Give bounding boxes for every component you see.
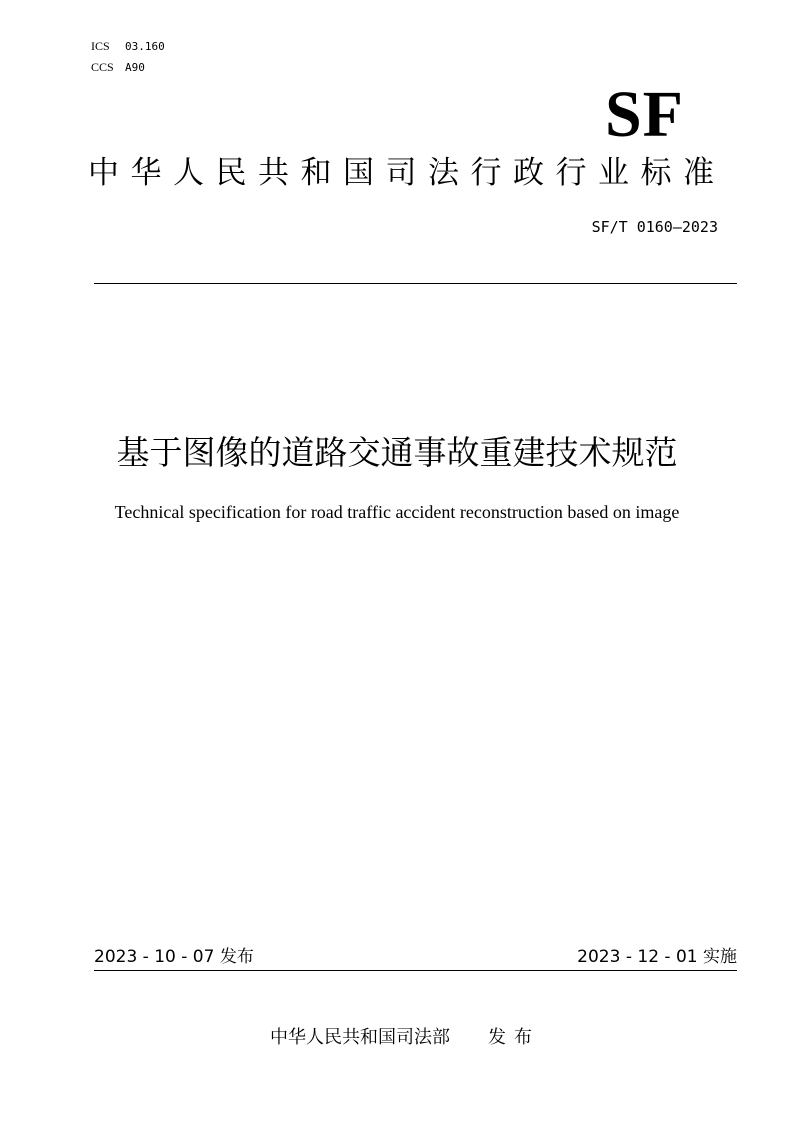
document-title-zh: 基于图像的道路交通事故重建技术规范: [116, 433, 678, 472]
ics-code: [91, 39, 165, 54]
bottom-divider: [94, 970, 737, 971]
ics-value: 03.160: [125, 40, 165, 53]
document-title-en: Technical specification for road traffic accident reconstruction based on image: [114, 502, 680, 522]
industry-standard-title: 中华人民共和国司法行政行业标准: [88, 155, 726, 191]
implementation-date: 2023 - 12 - 01 实施: [577, 947, 737, 967]
top-divider: [94, 283, 737, 284]
ics-label: ICS: [91, 39, 110, 53]
publisher-line: [270, 1026, 540, 1050]
publish-action: 发布: [488, 1027, 540, 1048]
ccs-value: A90: [125, 61, 145, 74]
ccs-label: CCS: [91, 60, 114, 74]
publisher-name: 中华人民共和国司法部: [270, 1027, 450, 1048]
ccs-code: [91, 60, 145, 75]
standard-number: SF/T 0160—2023: [591, 218, 718, 236]
sf-logo: SF: [604, 78, 684, 151]
issue-date: 2023 - 10 - 07 发布: [94, 947, 254, 967]
